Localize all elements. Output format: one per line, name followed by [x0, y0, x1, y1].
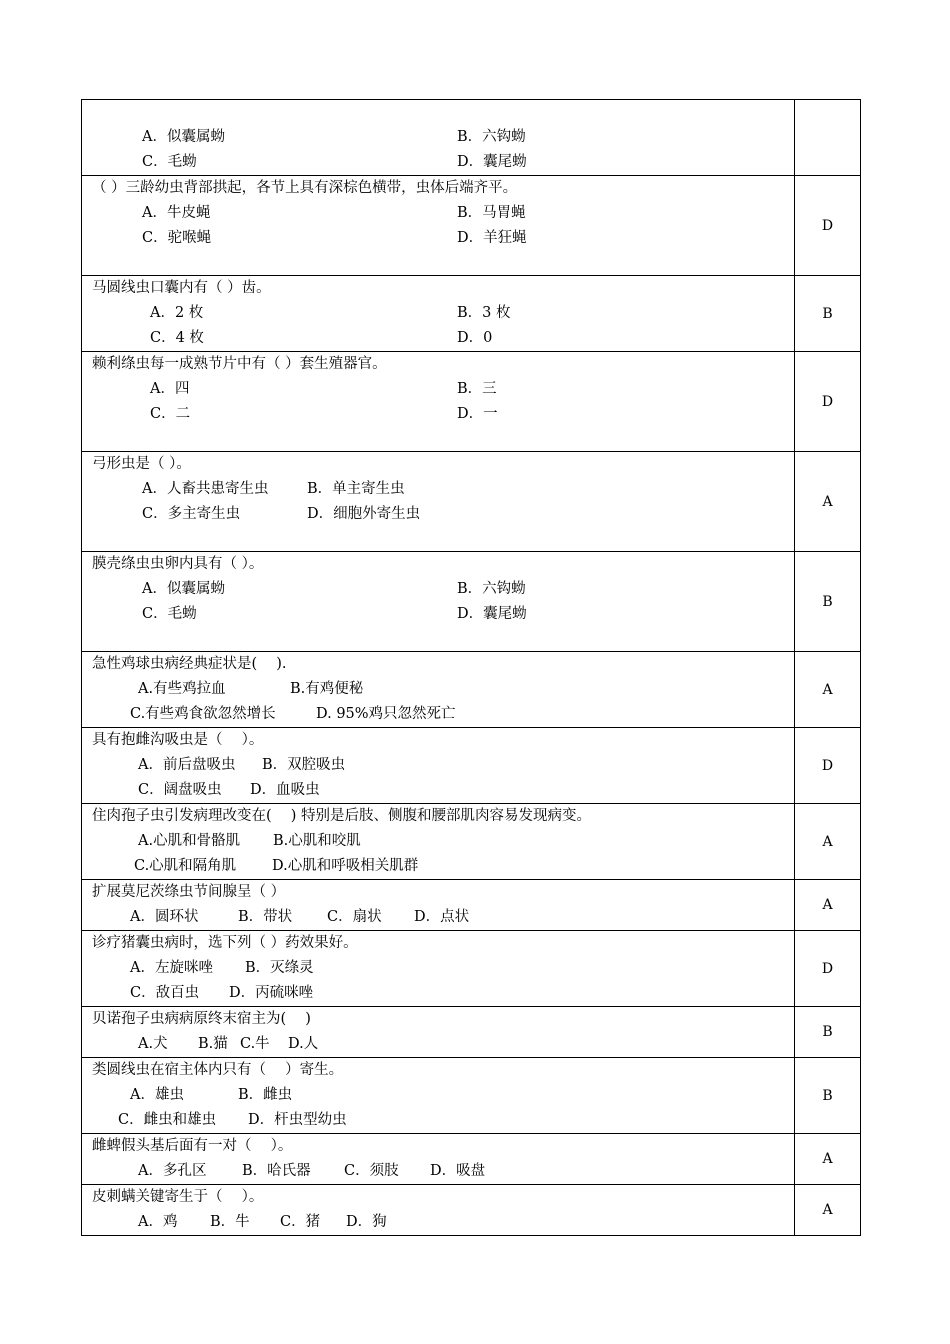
- answer-option: B.猫: [198, 1036, 228, 1052]
- answer-option: C．多主寄生虫: [142, 506, 241, 522]
- answer-option: A．圆环状: [130, 909, 199, 925]
- answer-option: C．4 枚: [150, 330, 204, 346]
- option-line: [82, 301, 794, 326]
- question-stem: （ ）三龄幼虫背部拱起，各节上具有深棕色横带，虫体后端齐平。: [92, 180, 518, 196]
- option-line: [82, 1210, 794, 1235]
- question-stem: 膜壳绦虫虫卵内具有（ ）。: [92, 556, 264, 572]
- answer-option: A．前后盘吸虫: [138, 757, 236, 773]
- answer-option: C．扇状: [327, 909, 382, 925]
- question-stem: 住肉孢子虫引发病理改变在( ) 特别是后肢、侧腹和腰部肌肉容易发现病变。: [92, 808, 592, 824]
- question-row: [82, 1185, 861, 1236]
- answer-option: C．毛蚴: [142, 606, 197, 622]
- answer-option: B．3 枚: [457, 305, 511, 321]
- question-stem: 马圆线虫口囊内有（ ）齿。: [92, 280, 271, 296]
- answer-key: A: [795, 1185, 861, 1236]
- answer-option: D．一: [457, 406, 498, 422]
- question-row: [82, 1058, 861, 1134]
- answer-option: D.人: [288, 1036, 319, 1052]
- answer-option: D．点状: [414, 909, 470, 925]
- option-line: [82, 854, 794, 879]
- answer-option: D．杆虫型幼虫: [248, 1112, 347, 1128]
- answer-option: D．囊尾蚴: [457, 606, 527, 622]
- answer-key: A: [795, 880, 861, 931]
- answer-key: D: [795, 931, 861, 1007]
- answer-option: D. 95%鸡只忽然死亡: [316, 706, 456, 722]
- question-row: [82, 352, 861, 452]
- option-line: [82, 981, 794, 1006]
- question-row: [82, 552, 861, 652]
- answer-key: B: [795, 1007, 861, 1058]
- answer-option: A．似囊属蚴: [142, 581, 225, 597]
- question-cell: [82, 100, 795, 176]
- answer-option: B.心肌和咬肌: [273, 833, 361, 849]
- answer-key: D: [795, 352, 861, 452]
- answer-key: B: [795, 276, 861, 352]
- option-line: [82, 1083, 794, 1108]
- option-line: [82, 1159, 794, 1184]
- answer-option: C．二: [150, 406, 191, 422]
- option-line: [82, 125, 794, 150]
- answer-option: B．雌虫: [238, 1087, 293, 1103]
- question-cell: [82, 452, 795, 552]
- answer-option: C.牛: [240, 1036, 270, 1052]
- answer-option: D．丙硫咪唑: [229, 985, 314, 1001]
- question-row: [82, 728, 861, 804]
- option-line: [82, 778, 794, 803]
- answer-option: D．狗: [346, 1214, 387, 1230]
- answer-option: C.有些鸡食欲忽然增长: [130, 706, 276, 722]
- answer-key: B: [795, 552, 861, 652]
- answer-option: B．三: [457, 381, 497, 397]
- option-line: [82, 377, 794, 402]
- question-cell: [82, 1058, 795, 1134]
- question-cell: [82, 728, 795, 804]
- option-line: [82, 150, 794, 175]
- answer-option: C．阔盘吸虫: [138, 782, 222, 798]
- question-stem: 雌蜱假头基后面有一对（ ）。: [92, 1138, 293, 1154]
- question-row: [82, 276, 861, 352]
- answer-option: B．六钩蚴: [457, 129, 526, 145]
- option-line: [82, 402, 794, 427]
- question-cell: [82, 176, 795, 276]
- answer-option: D．血吸虫: [250, 782, 320, 798]
- option-line: [82, 1032, 794, 1057]
- answer-option: A．四: [150, 381, 190, 397]
- answer-option: D.心肌和呼吸相关肌群: [272, 858, 419, 874]
- question-stem: 弓形虫是（ ）。: [92, 456, 191, 472]
- answer-key: B: [795, 1058, 861, 1134]
- question-row: [82, 100, 861, 176]
- question-row: [82, 1134, 861, 1185]
- question-row: [82, 452, 861, 552]
- answer-option: D．吸盘: [430, 1163, 486, 1179]
- answer-option: B．牛: [210, 1214, 250, 1230]
- question-stem: 贝诺孢子虫病病原终末宿主为( ): [92, 1011, 311, 1027]
- option-line: [82, 226, 794, 251]
- answer-option: C．雌虫和雄虫: [118, 1112, 217, 1128]
- question-row: [82, 652, 861, 728]
- answer-option: A.有些鸡拉血: [138, 681, 226, 697]
- question-cell: [82, 1134, 795, 1185]
- blank-line: [82, 100, 794, 125]
- answer-key: A: [795, 452, 861, 552]
- question-stem: 类圆线虫在宿主体内只有（ ）寄生。: [92, 1062, 344, 1078]
- answer-option: C．驼喉蝇: [142, 230, 212, 246]
- option-line: [82, 502, 794, 527]
- option-line: [82, 905, 794, 930]
- answer-key: A: [795, 804, 861, 880]
- question-stem: 诊疗猪囊虫病时，选下列（ ）药效果好。: [92, 935, 358, 951]
- question-table: [81, 99, 861, 1236]
- answer-option: A．左旋咪唑: [130, 960, 213, 976]
- question-cell: [82, 880, 795, 931]
- question-cell: [82, 552, 795, 652]
- question-row: [82, 1007, 861, 1058]
- question-table-body: [82, 100, 861, 1236]
- question-stem: 扩展莫尼茨绦虫节间腺呈（ ）: [92, 884, 286, 900]
- option-line: [82, 201, 794, 226]
- answer-option: A．鸡: [138, 1214, 178, 1230]
- option-line: [82, 1108, 794, 1133]
- question-row: [82, 931, 861, 1007]
- question-stem: 赖利绦虫每一成熟节片中有（ ）套生殖器官。: [92, 356, 387, 372]
- answer-option: B.有鸡便秘: [290, 681, 364, 697]
- answer-option: C.心肌和隔角肌: [134, 858, 237, 874]
- answer-option: D．0: [457, 330, 493, 346]
- question-cell: [82, 276, 795, 352]
- answer-option: A．雄虫: [130, 1087, 184, 1103]
- answer-option: A．多孔区: [138, 1163, 207, 1179]
- question-cell: [82, 804, 795, 880]
- option-line: [82, 602, 794, 627]
- answer-option: A．牛皮蝇: [142, 205, 211, 221]
- answer-option: A．似囊属蚴: [142, 129, 225, 145]
- option-line: [82, 677, 794, 702]
- answer-option: A.犬: [138, 1036, 168, 1052]
- answer-option: B．灭绦灵: [245, 960, 314, 976]
- option-line: [82, 956, 794, 981]
- question-stem: 皮刺螨关键寄生于（ ）。: [92, 1189, 264, 1205]
- answer-key: [795, 100, 861, 176]
- answer-key: D: [795, 176, 861, 276]
- option-line: [82, 477, 794, 502]
- answer-option: B．哈氏器: [242, 1163, 311, 1179]
- option-line: [82, 577, 794, 602]
- answer-option: B．马胃蝇: [457, 205, 526, 221]
- question-row: [82, 880, 861, 931]
- answer-key: D: [795, 728, 861, 804]
- question-cell: [82, 1185, 795, 1236]
- answer-option: D．囊尾蚴: [457, 154, 527, 170]
- answer-option: C．毛蚴: [142, 154, 197, 170]
- answer-key: A: [795, 1134, 861, 1185]
- question-cell: [82, 931, 795, 1007]
- answer-option: B．单主寄生虫: [307, 481, 405, 497]
- option-line: [82, 753, 794, 778]
- answer-option: C．须肢: [344, 1163, 399, 1179]
- question-row: [82, 804, 861, 880]
- option-line: [82, 702, 794, 727]
- answer-option: D．羊狂蝇: [457, 230, 527, 246]
- question-row: [82, 176, 861, 276]
- answer-option: A．人畜共患寄生虫: [142, 481, 269, 497]
- question-cell: [82, 652, 795, 728]
- answer-option: A.心肌和骨骼肌: [138, 833, 241, 849]
- question-cell: [82, 352, 795, 452]
- answer-option: B．带状: [238, 909, 293, 925]
- answer-option: C．猪: [280, 1214, 321, 1230]
- answer-key: A: [795, 652, 861, 728]
- option-line: [82, 326, 794, 351]
- question-stem: 急性鸡球虫病经典症状是( ).: [92, 656, 287, 672]
- answer-option: A．2 枚: [150, 305, 204, 321]
- answer-option: D．细胞外寄生虫: [307, 506, 421, 522]
- answer-option: B．六钩蚴: [457, 581, 526, 597]
- answer-option: B．双腔吸虫: [262, 757, 346, 773]
- question-cell: [82, 1007, 795, 1058]
- question-stem: 具有抱雌沟吸虫是（ ）。: [92, 732, 264, 748]
- answer-option: C．敌百虫: [130, 985, 200, 1001]
- option-line: [82, 829, 794, 854]
